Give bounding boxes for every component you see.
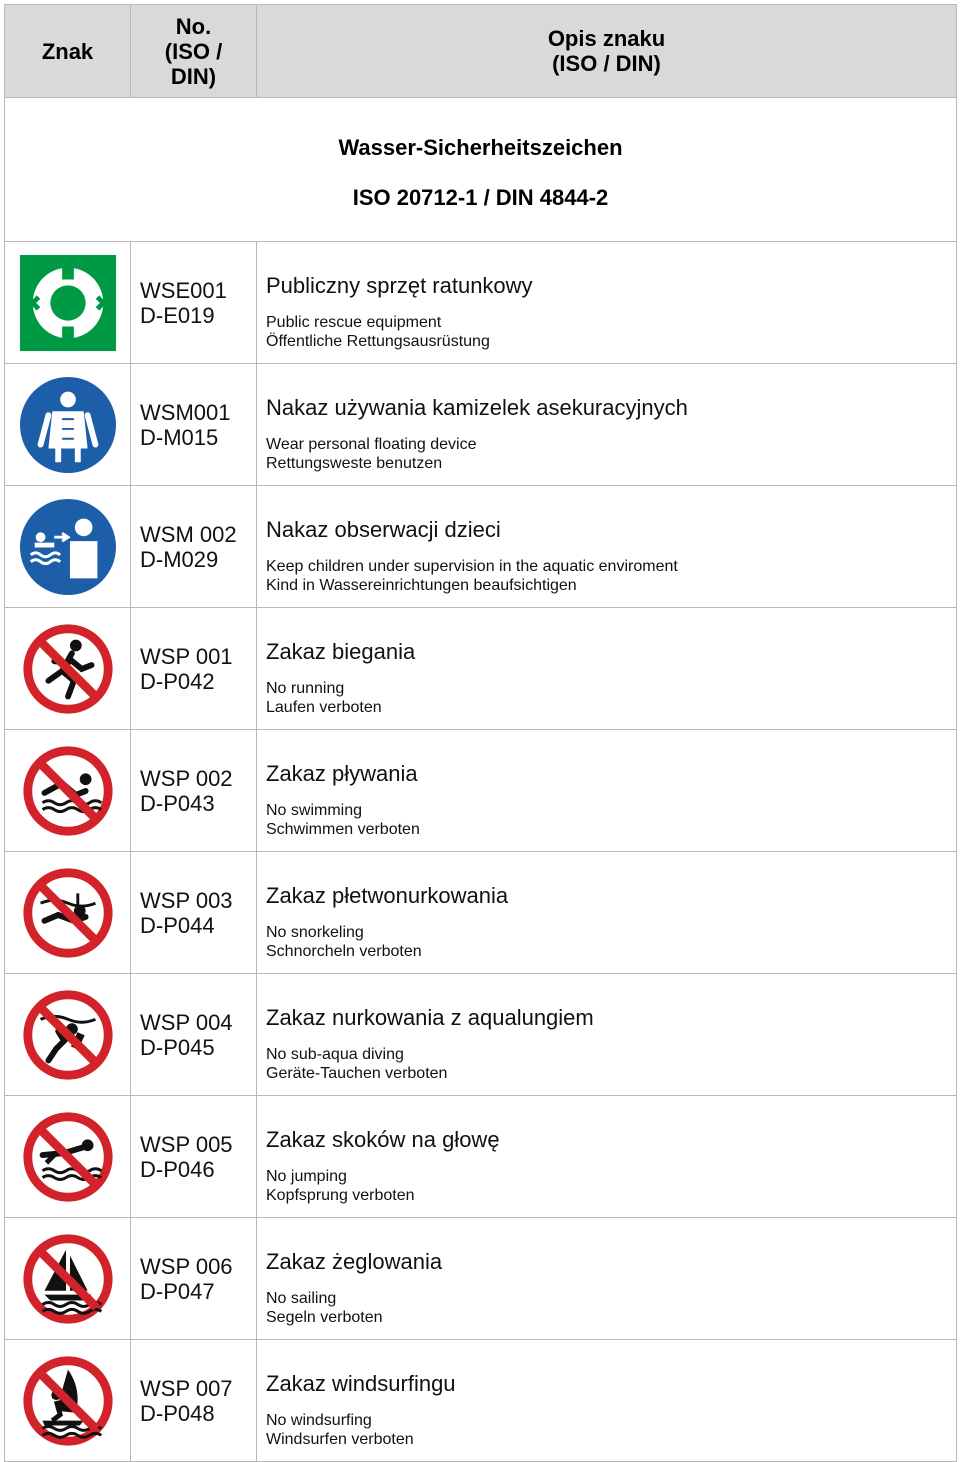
table-row — [5, 852, 957, 974]
din-code: D-M029 — [140, 546, 219, 572]
table-row — [5, 364, 957, 486]
code-cell — [131, 1340, 257, 1462]
iso-code: WSP 003 — [140, 887, 233, 913]
description-polish: Zakaz pływania — [266, 760, 418, 786]
sign-cell — [5, 1340, 131, 1462]
table-row — [5, 486, 957, 608]
description-cell — [257, 608, 957, 730]
din-code: D-P048 — [140, 1400, 215, 1426]
iso-code: WSP 006 — [140, 1253, 233, 1279]
table-header-row — [5, 5, 957, 98]
description-polish: Publiczny sprzęt ratunkowy — [266, 272, 533, 298]
header-sign-label: Znak — [41, 38, 94, 64]
description-english: Wear personal floating device — [266, 435, 477, 453]
table-row — [5, 242, 957, 364]
header-description-line: (ISO / DIN) — [552, 51, 661, 76]
iso-code: WSM 002 — [140, 521, 237, 547]
section-title: Wasser-Sicherheitszeichen — [338, 134, 623, 160]
no-jumping-icon — [5, 1108, 130, 1206]
code-cell — [131, 486, 257, 608]
supervise-children-icon — [5, 498, 130, 596]
sign-cell — [5, 730, 131, 852]
iso-code: WSE001 — [140, 277, 227, 303]
din-code: D-P045 — [140, 1034, 215, 1060]
no-running-icon — [5, 620, 130, 718]
iso-code: WSP 004 — [140, 1009, 233, 1035]
header-number-line: No. — [175, 13, 212, 39]
description-english: Keep children under supervision in the aquatic enviroment — [266, 557, 678, 575]
description-german: Rettungsweste benutzen — [266, 454, 443, 472]
header-description — [257, 5, 957, 98]
description-cell — [257, 1096, 957, 1218]
no-windsurfing-icon — [5, 1352, 130, 1450]
code-cell — [131, 364, 257, 486]
din-code: D-P047 — [140, 1278, 215, 1304]
description-cell — [257, 242, 957, 364]
iso-code: WSP 005 — [140, 1131, 233, 1157]
description-polish: Nakaz używania kamizelek asekuracyjnych — [266, 394, 688, 420]
iso-code: WSM001 — [140, 399, 231, 425]
description-polish: Zakaz windsurfingu — [266, 1370, 456, 1396]
description-english: No running — [266, 679, 345, 697]
sign-cell — [5, 974, 131, 1096]
description-cell — [257, 974, 957, 1096]
description-german: Schwimmen verboten — [266, 820, 420, 838]
description-polish: Nakaz obserwacji dzieci — [266, 516, 501, 542]
description-english: No swimming — [266, 801, 363, 819]
sign-cell — [5, 852, 131, 974]
description-cell — [257, 364, 957, 486]
description-cell — [257, 486, 957, 608]
safety-signs-table — [4, 4, 957, 1462]
no-diving-icon — [5, 986, 130, 1084]
no-snorkeling-icon — [5, 864, 130, 962]
sign-cell — [5, 364, 131, 486]
code-cell — [131, 852, 257, 974]
description-cell — [257, 730, 957, 852]
din-code: D-M015 — [140, 424, 219, 450]
code-cell — [131, 1096, 257, 1218]
description-cell — [257, 1340, 957, 1462]
description-polish: Zakaz żeglowania — [266, 1248, 443, 1274]
description-english: No windsurfing — [266, 1411, 372, 1429]
code-cell — [131, 974, 257, 1096]
code-cell — [131, 730, 257, 852]
din-code: D-P043 — [140, 790, 215, 816]
no-swimming-icon — [5, 742, 130, 840]
code-cell — [131, 608, 257, 730]
lifebuoy-icon — [5, 254, 130, 352]
sign-cell — [5, 242, 131, 364]
description-german: Öffentliche Rettungsausrüstung — [266, 332, 490, 350]
code-cell — [131, 1218, 257, 1340]
description-german: Geräte-Tauchen verboten — [266, 1064, 448, 1082]
description-german: Laufen verboten — [266, 698, 382, 716]
header-number-line: (ISO / — [164, 38, 223, 64]
sign-cell — [5, 608, 131, 730]
safety-signs-table-container — [4, 4, 956, 1462]
sign-cell — [5, 486, 131, 608]
sign-cell — [5, 1218, 131, 1340]
description-polish: Zakaz nurkowania z aqualungiem — [266, 1004, 594, 1030]
description-english: No jumping — [266, 1167, 347, 1185]
description-english: No sub-aqua diving — [266, 1045, 404, 1063]
table-row — [5, 1340, 957, 1462]
header-number — [131, 5, 257, 98]
section-cell — [5, 98, 957, 242]
header-number-line: DIN) — [170, 63, 217, 89]
description-german: Windsurfen verboten — [266, 1430, 414, 1448]
iso-code: WSP 001 — [140, 643, 233, 669]
table-row — [5, 608, 957, 730]
description-german: Segeln verboten — [266, 1308, 383, 1326]
description-polish: Zakaz płetwonurkowania — [266, 882, 509, 908]
header-sign — [5, 5, 131, 98]
description-english: Public rescue equipment — [266, 313, 442, 331]
code-cell — [131, 242, 257, 364]
description-german: Schnorcheln verboten — [266, 942, 422, 960]
table-row — [5, 1218, 957, 1340]
description-english: No snorkeling — [266, 923, 364, 941]
din-code: D-P042 — [140, 668, 215, 694]
description-german: Kopfsprung verboten — [266, 1186, 415, 1204]
description-polish: Zakaz biegania — [266, 638, 416, 664]
sign-cell — [5, 1096, 131, 1218]
iso-code: WSP 007 — [140, 1375, 233, 1401]
description-german: Kind in Wassereinrichtungen beaufsichtigen — [266, 576, 577, 594]
din-code: D-P044 — [140, 912, 215, 938]
table-row — [5, 974, 957, 1096]
description-polish: Zakaz skoków na głowę — [266, 1126, 500, 1152]
section-row — [5, 98, 957, 242]
table-row — [5, 730, 957, 852]
section-standard: ISO 20712-1 / DIN 4844-2 — [352, 184, 609, 210]
table-row — [5, 1096, 957, 1218]
description-english: No sailing — [266, 1289, 337, 1307]
no-sailing-icon — [5, 1230, 130, 1328]
description-cell — [257, 852, 957, 974]
header-description-line: Opis znaku — [547, 26, 666, 51]
iso-code: WSP 002 — [140, 765, 233, 791]
life-vest-icon — [5, 376, 130, 474]
din-code: D-P046 — [140, 1156, 215, 1182]
din-code: D-E019 — [140, 302, 215, 328]
description-cell — [257, 1218, 957, 1340]
